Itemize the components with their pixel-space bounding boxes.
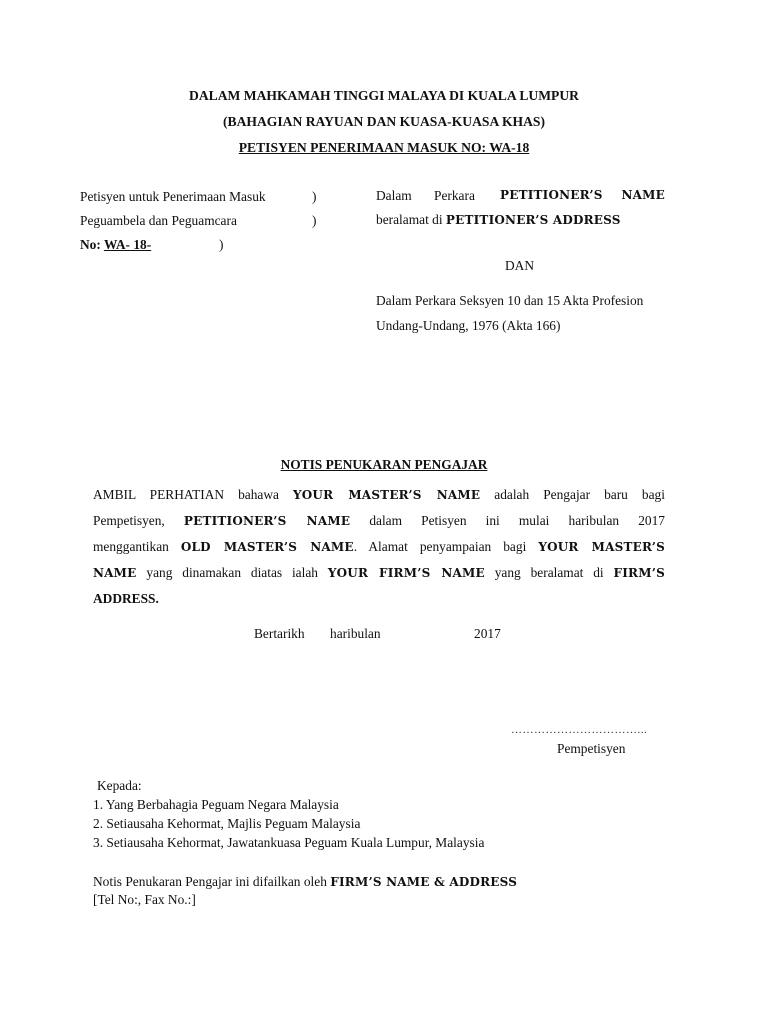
filed-by-line <box>93 874 517 890</box>
your-master-name-placeholder: YOUR MASTER’S NAME <box>293 488 481 502</box>
notice-line-2 <box>93 513 665 529</box>
notice-text: haribulan <box>568 513 620 528</box>
petitioner-address-placeholder: PETITIONER’S ADDRESS <box>445 213 621 227</box>
notice-text: adalah Pengajar baru bagi <box>494 487 665 502</box>
notice-text: . Alamat penyampaian bagi <box>353 539 527 554</box>
notice-line-4 <box>93 565 665 581</box>
signature-label: Pempetisyen <box>557 741 626 756</box>
your-firm-name-placeholder: YOUR FIRM’S NAME <box>327 566 485 580</box>
left-line-2: Peguambela dan Peguamcara <box>80 213 237 228</box>
dated-haribulan: haribulan <box>330 626 381 641</box>
left-paren-1: ) <box>312 189 317 204</box>
your-master-name-placeholder: NAME <box>93 566 137 580</box>
division-title: (BAHAGIAN RAYUAN DAN KUASA-KUASA KHAS) <box>223 114 545 129</box>
signature-line: ……………………………... <box>511 724 648 736</box>
matter-word-dalam: Dalam <box>376 188 412 203</box>
notice-line-3 <box>93 539 665 555</box>
petitioner-name-placeholder: PETITIONER’S NAME <box>183 514 351 528</box>
notice-text: dalam Petisyen ini mulai <box>369 513 550 528</box>
notice-year: 2017 <box>638 513 665 528</box>
your-master-name-placeholder: YOUR MASTER’S <box>538 540 665 554</box>
recipient-item: 1. Yang Berbahagia Peguam Negara Malaysia <box>93 797 339 812</box>
left-paren-2: ) <box>312 213 317 228</box>
section-line-1: Dalam Perkara Seksyen 10 dan 15 Akta Profesion <box>376 293 644 308</box>
notice-text: menggantikan <box>93 539 169 554</box>
notice-title <box>0 457 768 473</box>
left-number-line <box>80 237 151 253</box>
left-line-1: Petisyen untuk Penerimaan Masuk <box>80 189 266 204</box>
dated-year: 2017 <box>474 626 501 641</box>
dan-text: DAN <box>505 258 535 273</box>
notice-line-5: ADDRESS. <box>93 591 159 606</box>
filed-by-text: Notis Penukaran Pengajar ini difailkan oleh <box>93 874 327 889</box>
petitioner-name-placeholder: PETITIONER’S NAME <box>500 188 665 202</box>
court-title: DALAM MAHKAMAH TINGGI MALAYA DI KUALA LUMPUR <box>189 88 579 103</box>
notice-title-text: NOTIS PENUKARAN PENGAJAR <box>280 457 488 472</box>
contact-line: [Tel No:, Fax No.:] <box>93 892 196 907</box>
number-value: WA- 18- <box>103 237 152 252</box>
kepada-label: Kepada: <box>97 778 142 793</box>
notice-text: AMBIL PERHATIAN bahawa <box>93 487 279 502</box>
matter-word-perkara: Perkara <box>434 188 475 203</box>
notice-text: Pempetisyen, <box>93 513 165 528</box>
left-paren-3: ) <box>219 237 224 252</box>
dated-label: Bertarikh <box>254 626 305 641</box>
notice-line-1 <box>93 487 665 503</box>
section-line-2: Undang-Undang, 1976 (Akta 166) <box>376 318 561 333</box>
address-line <box>376 212 621 228</box>
old-master-name-placeholder: OLD MASTER’S NAME <box>180 540 354 554</box>
firm-name-address-placeholder: FIRM’S NAME & ADDRESS <box>330 875 518 889</box>
recipient-item: 2. Setiausaha Kehormat, Majlis Peguam Malaysia <box>93 816 361 831</box>
firm-address-placeholder: FIRM’S <box>613 566 665 580</box>
number-label: No: <box>80 237 101 252</box>
recipient-item: 3. Setiausaha Kehormat, Jawatankuasa Peguam Kuala Lumpur, Malaysia <box>93 835 485 850</box>
address-prefix: beralamat di <box>376 212 443 227</box>
notice-text: yang dinamakan diatas ialah <box>146 565 318 580</box>
notice-text: yang beralamat di <box>494 565 604 580</box>
petition-number-text: PETISYEN PENERIMAAN MASUK NO: WA-18 <box>238 140 530 155</box>
petition-number-title <box>0 140 768 156</box>
